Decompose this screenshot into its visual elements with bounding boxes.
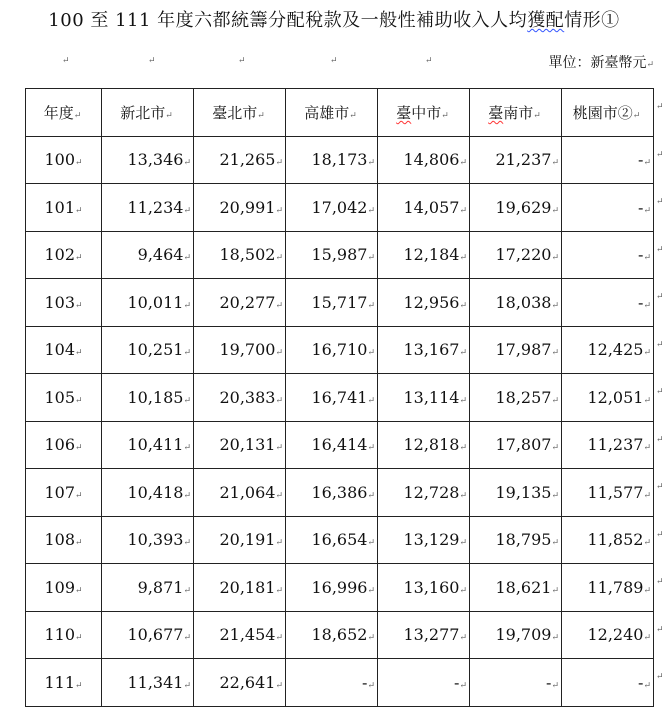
- paragraph-mark-icon: ↵: [275, 158, 283, 169]
- year-cell: 101↵: [26, 184, 102, 232]
- table-row: [26, 136, 654, 184]
- paragraph-mark-icon: ↵: [656, 102, 664, 112]
- year-cell: 110↵: [26, 611, 102, 659]
- value-cell: 16,654↵: [286, 516, 378, 564]
- value-cell: 20,131↵: [194, 421, 286, 469]
- value-cell: 18,038↵: [470, 279, 562, 327]
- paragraph-mark-icon: ↵: [656, 482, 664, 492]
- value-cell: 15,717↵: [286, 279, 378, 327]
- value-cell: 16,741↵: [286, 374, 378, 422]
- paragraph-mark-icon: ↵: [367, 538, 375, 549]
- title-main: 100 至 111 年度六都統籌分配稅款及一般性補助收入人均: [48, 10, 528, 31]
- paragraph-mark-icon: ↵: [183, 253, 191, 264]
- value-cell: 19,135↵: [470, 469, 562, 517]
- paragraph-mark-icon: ↵: [551, 680, 559, 691]
- paragraph-mark-icon: ↵: [75, 443, 83, 454]
- paragraph-mark-icon: ↵: [646, 60, 654, 70]
- table-header-row: [26, 89, 654, 137]
- paragraph-mark-icon: ↵: [459, 490, 467, 501]
- paragraph-mark-icon: ↵: [75, 348, 83, 359]
- year-cell: 106↵: [26, 421, 102, 469]
- paragraph-mark-icon: ↵: [330, 56, 338, 66]
- title-end: 情形①: [564, 10, 620, 31]
- value-cell: 10,251↵: [102, 326, 194, 374]
- value-cell: 16,996↵: [286, 564, 378, 612]
- paragraph-mark-icon: ↵: [367, 205, 375, 216]
- paragraph-mark-icon: ↵: [459, 395, 467, 406]
- value-cell: 21,454↵: [194, 611, 286, 659]
- paragraph-mark-icon: ↵: [62, 56, 70, 66]
- value-cell: 11,237↵: [562, 421, 654, 469]
- paragraph-mark-icon: ↵: [275, 538, 283, 549]
- paragraph-mark-icon: ↵: [656, 197, 664, 207]
- value-cell: 21,237↵: [470, 136, 562, 184]
- value-cell: 18,173↵: [286, 136, 378, 184]
- paragraph-mark-icon: ↵: [459, 300, 467, 311]
- value-cell: 10,677↵: [102, 611, 194, 659]
- paragraph-mark-icon: ↵: [459, 253, 467, 264]
- paragraph-mark-icon: ↵: [75, 395, 83, 406]
- paragraph-mark-icon: ↵: [183, 348, 191, 359]
- paragraph-mark-icon: ↵: [183, 680, 191, 691]
- value-cell: -↵: [286, 659, 378, 707]
- year-cell: 109↵: [26, 564, 102, 612]
- paragraph-mark-icon: ↵: [643, 585, 651, 596]
- value-cell: 10,418↵: [102, 469, 194, 517]
- paragraph-mark-icon: ↵: [656, 387, 664, 397]
- paragraph-mark-icon: ↵: [656, 339, 664, 350]
- table-row: [26, 184, 654, 232]
- paragraph-mark-icon: ↵: [275, 490, 283, 501]
- value-cell: 19,700↵: [194, 326, 286, 374]
- value-cell: 20,383↵: [194, 374, 286, 422]
- value-cell: 11,341↵: [102, 659, 194, 707]
- paragraph-mark-icon: ↵: [632, 110, 641, 121]
- value-cell: 18,621↵: [470, 564, 562, 612]
- value-cell: -↵: [562, 136, 654, 184]
- value-cell: 9,464↵: [102, 231, 194, 279]
- paragraph-mark-icon: ↵: [75, 538, 83, 549]
- paragraph-mark-icon: ↵: [643, 300, 651, 311]
- value-cell: 13,129↵: [378, 516, 470, 564]
- paragraph-mark-icon: ↵: [275, 395, 283, 406]
- paragraph-mark-icon: ↵: [75, 300, 83, 311]
- value-cell: 20,181↵: [194, 564, 286, 612]
- table-row: [26, 611, 654, 659]
- value-cell: 18,257↵: [470, 374, 562, 422]
- value-cell: 12,728↵: [378, 469, 470, 517]
- paragraph-mark-icon: ↵: [551, 538, 559, 549]
- paragraph-mark-icon: ↵: [656, 244, 664, 255]
- paragraph-mark-icon: ↵: [75, 205, 83, 216]
- value-cell: 18,502↵: [194, 231, 286, 279]
- table-body: [26, 136, 654, 706]
- paragraph-mark-icon: ↵: [183, 158, 191, 169]
- paragraph-mark-icon: ↵: [367, 300, 375, 311]
- paragraph-mark-icon: ↵: [367, 490, 375, 501]
- paragraph-mark-icon: ↵: [73, 110, 82, 121]
- paragraph-mark-icon: ↵: [459, 348, 467, 359]
- table-row: [26, 279, 654, 327]
- paragraph-mark-icon: ↵: [643, 538, 651, 549]
- table-row: [26, 516, 654, 564]
- paragraph-mark-icon: ↵: [367, 158, 375, 169]
- value-cell: 19,709↵: [470, 611, 562, 659]
- unit-row: [0, 52, 668, 72]
- value-cell: 17,220↵: [470, 231, 562, 279]
- value-cell: 10,185↵: [102, 374, 194, 422]
- paragraph-mark-icon: ↵: [643, 680, 651, 691]
- paragraph-mark-icon: ↵: [75, 158, 83, 169]
- value-cell: -↵: [562, 184, 654, 232]
- paragraph-mark-icon: ↵: [75, 680, 83, 691]
- paragraph-mark-icon: ↵: [183, 538, 191, 549]
- value-cell: 14,057↵: [378, 184, 470, 232]
- value-cell: 17,042↵: [286, 184, 378, 232]
- paragraph-mark-icon: ↵: [551, 395, 559, 406]
- value-cell: 16,710↵: [286, 326, 378, 374]
- paragraph-mark-icon: ↵: [165, 110, 173, 121]
- paragraph-mark-icon: ↵: [367, 680, 375, 691]
- paragraph-mark-icon: ↵: [459, 680, 467, 691]
- column-header-city: 臺北市↵: [194, 89, 286, 137]
- paragraph-mark-icon: ↵: [275, 633, 283, 644]
- value-cell: 20,277↵: [194, 279, 286, 327]
- paragraph-mark-icon: ↵: [459, 633, 467, 644]
- table-row: [26, 469, 654, 517]
- paragraph-mark-icon: ↵: [275, 205, 283, 216]
- table-row: [26, 374, 654, 422]
- value-cell: 13,346↵: [102, 136, 194, 184]
- year-cell: 108↵: [26, 516, 102, 564]
- paragraph-mark-icon: ↵: [367, 443, 375, 454]
- unit-label: 單位：新臺幣元↵: [548, 55, 654, 71]
- value-cell: 16,386↵: [286, 469, 378, 517]
- value-cell: 13,167↵: [378, 326, 470, 374]
- paragraph-mark-icon: ↵: [551, 443, 559, 454]
- paragraph-mark-icon: ↵: [459, 585, 467, 596]
- paragraph-mark-icon: ↵: [275, 300, 283, 311]
- paragraph-mark-icon: ↵: [183, 585, 191, 596]
- value-cell: 16,414↵: [286, 421, 378, 469]
- paragraph-mark-icon: ↵: [349, 110, 357, 121]
- paragraph-mark-icon: ↵: [238, 56, 246, 66]
- value-cell: 11,577↵: [562, 469, 654, 517]
- year-cell: 105↵: [26, 374, 102, 422]
- paragraph-mark-icon: ↵: [367, 633, 375, 644]
- paragraph-mark-icon: ↵: [367, 348, 375, 359]
- year-cell: 103↵: [26, 279, 102, 327]
- paragraph-mark-icon: ↵: [367, 585, 375, 596]
- paragraph-mark-icon: ↵: [183, 300, 191, 311]
- paragraph-mark-icon: ↵: [425, 56, 433, 66]
- paragraph-mark-icon: ↵: [275, 680, 283, 691]
- value-cell: -↵: [470, 659, 562, 707]
- paragraph-mark-icon: ↵: [367, 253, 375, 264]
- paragraph-mark-icon: ↵: [551, 633, 559, 644]
- column-header-city: 桃園市②↵: [562, 89, 654, 137]
- value-cell: 13,114↵: [378, 374, 470, 422]
- paragraph-mark-icon: ↵: [75, 585, 83, 596]
- value-cell: 9,871↵: [102, 564, 194, 612]
- value-cell: 12,051↵: [562, 374, 654, 422]
- title-spellcheck-word: 獲配: [527, 10, 565, 31]
- value-cell: 11,789↵: [562, 564, 654, 612]
- value-cell: 12,425↵: [562, 326, 654, 374]
- paragraph-mark-icon: ↵: [459, 443, 467, 454]
- paragraph-mark-icon: ↵: [551, 348, 559, 359]
- value-cell: -↵: [562, 659, 654, 707]
- value-cell: -↵: [562, 231, 654, 279]
- paragraph-mark-icon: ↵: [656, 292, 664, 302]
- value-cell: 12,956↵: [378, 279, 470, 327]
- paragraph-mark-icon: ↵: [643, 158, 651, 169]
- column-header-year: 年度↵: [26, 89, 102, 137]
- paragraph-mark-icon: ↵: [643, 348, 651, 359]
- value-cell: 10,011↵: [102, 279, 194, 327]
- paragraph-mark-icon: ↵: [533, 110, 541, 121]
- paragraph-mark-icon: ↵: [459, 158, 467, 169]
- paragraph-mark-icon: ↵: [656, 529, 664, 540]
- paragraph-mark-icon: ↵: [643, 395, 651, 406]
- value-cell: 11,852↵: [562, 516, 654, 564]
- value-cell: 11,234↵: [102, 184, 194, 232]
- value-cell: 21,265↵: [194, 136, 286, 184]
- paragraph-mark-icon: ↵: [643, 443, 651, 454]
- paragraph-mark-icon: ↵: [551, 253, 559, 264]
- value-cell: 12,184↵: [378, 231, 470, 279]
- paragraph-mark-icon: ↵: [459, 205, 467, 216]
- paragraph-mark-icon: ↵: [257, 110, 265, 121]
- paragraph-mark-icon: ↵: [183, 633, 191, 644]
- value-cell: 17,987↵: [470, 326, 562, 374]
- value-cell: 22,641↵: [194, 659, 286, 707]
- paragraph-mark-icon: ↵: [183, 395, 191, 406]
- paragraph-mark-icon: ↵: [643, 253, 651, 264]
- year-cell: 111↵: [26, 659, 102, 707]
- table-row: [26, 659, 654, 707]
- paragraph-mark-icon: ↵: [275, 443, 283, 454]
- paragraph-mark-icon: ↵: [643, 633, 651, 644]
- value-cell: 10,393↵: [102, 516, 194, 564]
- paragraph-mark-icon: ↵: [75, 633, 83, 644]
- value-cell: 18,652↵: [286, 611, 378, 659]
- value-cell: 13,277↵: [378, 611, 470, 659]
- allocation-table: [25, 88, 654, 707]
- value-cell: 20,191↵: [194, 516, 286, 564]
- value-cell: 13,160↵: [378, 564, 470, 612]
- year-cell: 107↵: [26, 469, 102, 517]
- paragraph-mark-icon: ↵: [551, 158, 559, 169]
- paragraph-mark-icon: ↵: [551, 205, 559, 216]
- table-row: [26, 564, 654, 612]
- paragraph-mark-icon: ↵: [656, 624, 664, 635]
- column-header-city: 高雄市↵: [286, 89, 378, 137]
- document-title: [0, 6, 668, 32]
- paragraph-mark-icon: ↵: [148, 56, 156, 66]
- paragraph-mark-icon: ↵: [183, 205, 191, 216]
- year-cell: 104↵: [26, 326, 102, 374]
- paragraph-mark-icon: ↵: [183, 490, 191, 501]
- column-header-city: 新北市↵: [102, 89, 194, 137]
- year-cell: 100↵: [26, 136, 102, 184]
- paragraph-mark-icon: ↵: [75, 253, 83, 264]
- paragraph-mark-icon: ↵: [656, 577, 664, 587]
- value-cell: -↵: [562, 279, 654, 327]
- column-header-city: 臺南市↵: [470, 89, 562, 137]
- year-cell: 102↵: [26, 231, 102, 279]
- paragraph-mark-icon: ↵: [459, 538, 467, 549]
- table-row: [26, 326, 654, 374]
- value-cell: 20,991↵: [194, 184, 286, 232]
- paragraph-mark-icon: ↵: [441, 110, 449, 121]
- paragraph-mark-icon: ↵: [551, 490, 559, 501]
- paragraph-mark-icon: ↵: [656, 434, 664, 445]
- paragraph-mark-icon: ↵: [275, 585, 283, 596]
- paragraph-mark-icon: ↵: [551, 585, 559, 596]
- value-cell: 10,411↵: [102, 421, 194, 469]
- paragraph-mark-icon: ↵: [275, 253, 283, 264]
- value-cell: 17,807↵: [470, 421, 562, 469]
- table-row: [26, 421, 654, 469]
- paragraph-mark-icon: ↵: [551, 300, 559, 311]
- table-row: [26, 231, 654, 279]
- paragraph-mark-icon: ↵: [75, 490, 83, 501]
- paragraph-mark-icon: ↵: [275, 348, 283, 359]
- paragraph-mark-icon: ↵: [643, 490, 651, 501]
- value-cell: 15,987↵: [286, 231, 378, 279]
- value-cell: 12,818↵: [378, 421, 470, 469]
- column-header-city: 臺中市↵: [378, 89, 470, 137]
- value-cell: 14,806↵: [378, 136, 470, 184]
- value-cell: 21,064↵: [194, 469, 286, 517]
- paragraph-mark-icon: ↵: [656, 149, 664, 160]
- paragraph-mark-icon: ↵: [367, 395, 375, 406]
- value-cell: 19,629↵: [470, 184, 562, 232]
- value-cell: -↵: [378, 659, 470, 707]
- paragraph-mark-icon: ↵: [183, 443, 191, 454]
- paragraph-mark-icon: ↵: [643, 205, 651, 216]
- value-cell: 12,240↵: [562, 611, 654, 659]
- paragraph-mark-icon: ↵: [656, 672, 664, 682]
- value-cell: 18,795↵: [470, 516, 562, 564]
